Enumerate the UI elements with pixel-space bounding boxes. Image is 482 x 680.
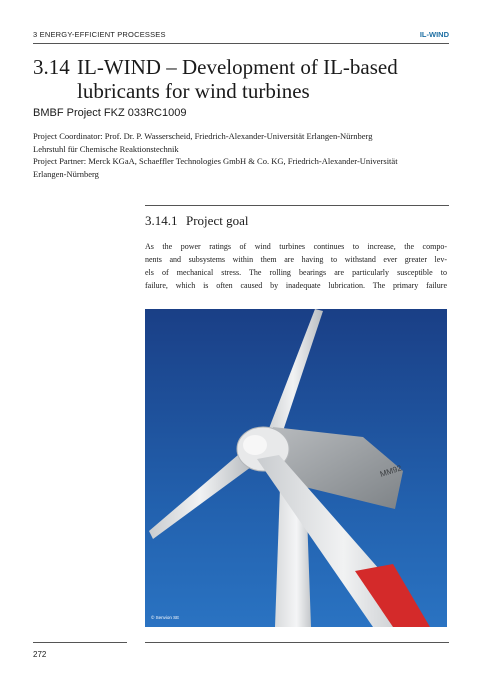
article-number: 3.14: [33, 55, 70, 79]
wind-turbine-photo: [145, 309, 447, 627]
body-line: els of mechanical stress. The rolling bearings are particularly susceptible to: [145, 268, 447, 277]
body-line: As the power ratings of wind turbines continues to increase, the compo-: [145, 242, 447, 251]
project-meta: [33, 130, 453, 180]
running-header-project: IL-WIND: [419, 30, 449, 39]
meta-coordinator: Project Coordinator: Prof. Dr. P. Wasserscheid, Friedrich-Alexander-Universität Erlangen-Nürnberg: [33, 131, 373, 141]
nacelle-mark: MM92: [378, 463, 403, 479]
section-number: 3.14.1: [145, 213, 178, 228]
project-id: BMBF Project FKZ 033RC1009: [33, 107, 187, 119]
running-header-chapter: 3 ENERGY-EFFICIENT PROCESSES: [33, 30, 166, 39]
article-title: IL-WIND – Development of IL-based lubricants for wind turbines: [77, 55, 398, 103]
footer-divider-right: [145, 642, 449, 643]
section-body: [145, 240, 447, 292]
meta-chair: Lehrstuhl für Chemische Reaktionstechnik: [33, 143, 179, 154]
meta-partners: Project Partner: Merck KGaA, Schaeffler Technologies GmbH & Co. KG, Friedrich-Alexander-Universität: [33, 156, 398, 166]
header-divider: [33, 43, 449, 44]
section-divider: [145, 205, 449, 206]
body-line: nents and subsystems within them are having to withstand ever greater lev-: [145, 255, 447, 264]
meta-partners-cont: Erlangen-Nürnberg: [33, 168, 99, 179]
page-number: 272: [33, 650, 47, 659]
body-line: failure, which is often caused by inadequate lubrication. The primary failure: [145, 281, 447, 290]
footer-divider-left: [33, 642, 127, 643]
section-title: Project goal: [186, 213, 249, 228]
photo-credit: © Senvion SE: [151, 615, 180, 620]
